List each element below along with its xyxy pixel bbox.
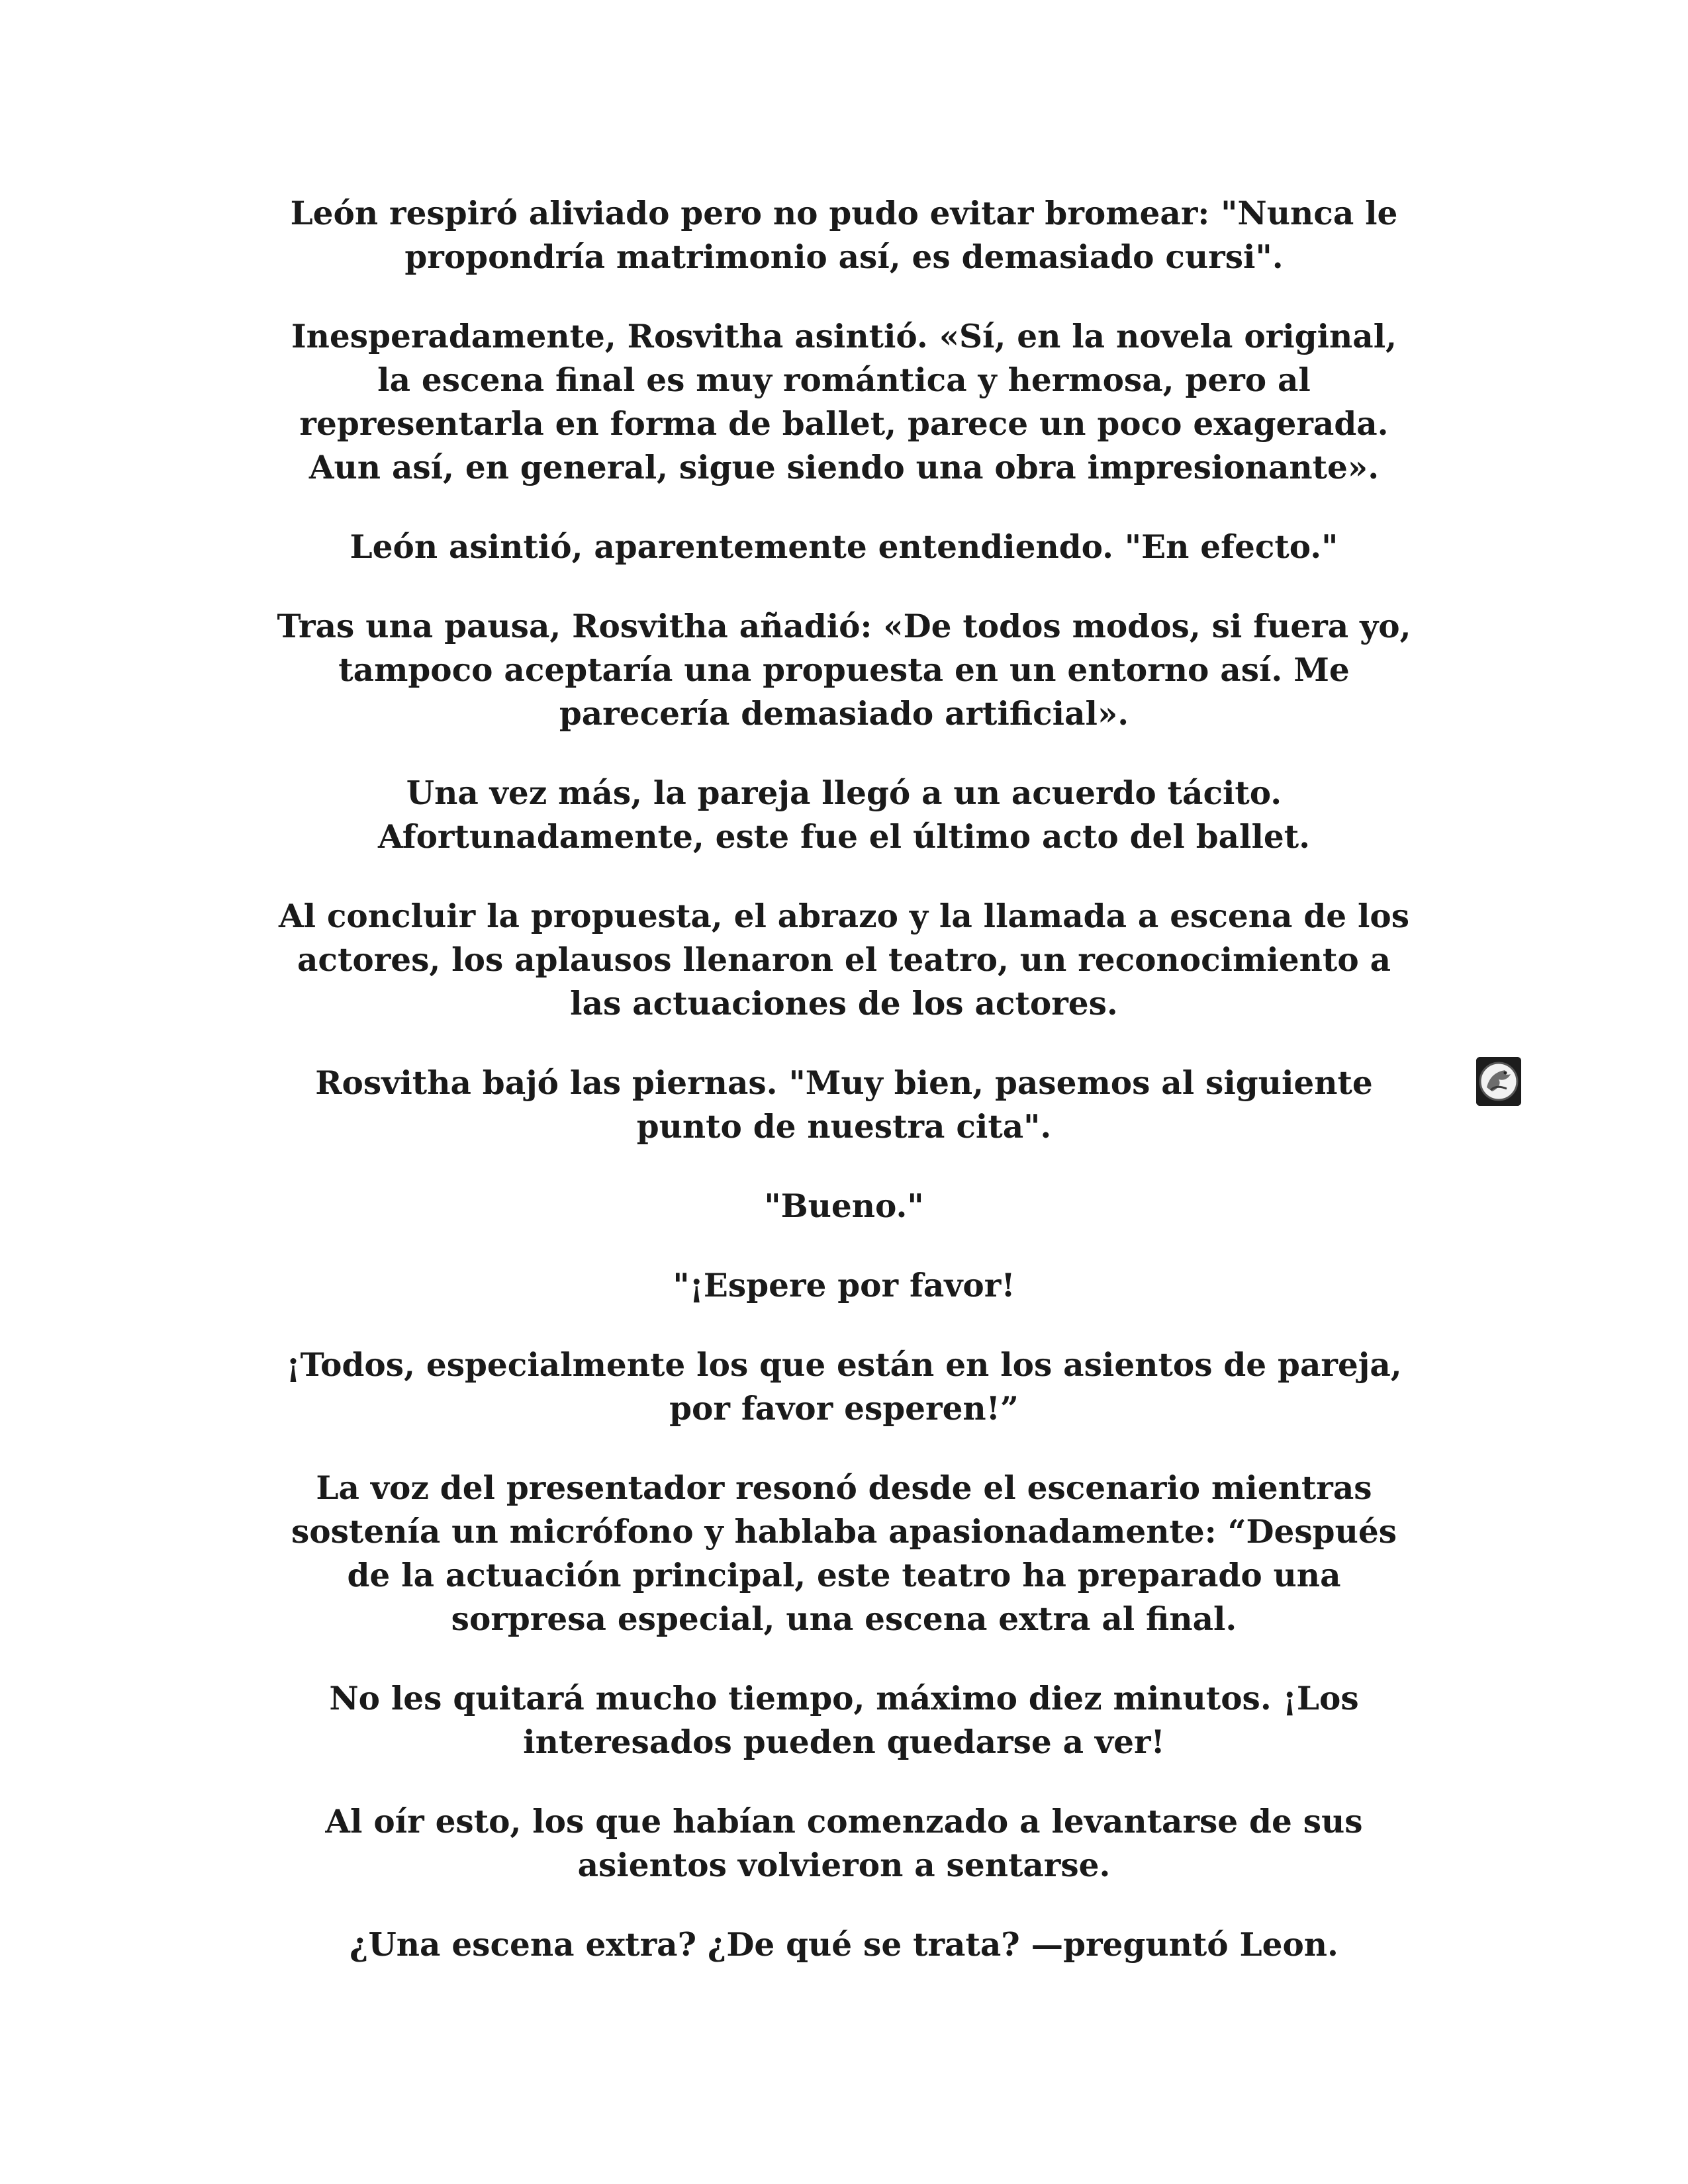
paragraph: León respiró aliviado pero no pudo evitar bromear: "Nunca le propondría matrimonio así, es demasiado cursi". (290, 195, 1398, 276)
document-body (218, 192, 1470, 1967)
paragraph: Tras una pausa, Rosvitha añadió: «De todos modos, si fuera yo, tampoco aceptaría una propuesta en un entorno así. Me parecería demasiado artificial». (277, 608, 1411, 733)
paragraph: "Bueno." (764, 1187, 924, 1225)
paragraph: "¡Espere por favor! (673, 1267, 1015, 1304)
paragraph: Al concluir la propuesta, el abrazo y la llamada a escena de los actores, los aplausos llenaron el teatro, un reconocimiento a las actuaciones de los actores. (278, 897, 1410, 1023)
paragraph: Rosvitha bajó las piernas. "Muy bien, pasemos al siguiente punto de nuestra cita". (315, 1064, 1373, 1146)
paragraph: ¿Una escena extra? ¿De qué se trata? —preguntó Leon. (350, 1926, 1338, 1964)
paragraph: No les quitará mucho tiempo, máximo diez minutos. ¡Los interesados pueden quedarse a ver! (329, 1680, 1359, 1761)
paragraph: La voz del presentador resonó desde el escenario mientras sostenía un micrófono y hablaba apasionadamente: “Después de la actuación principal, este teatro ha preparado una sorpresa especial, una escena extra al final. (291, 1469, 1397, 1638)
paragraph: León asintió, aparentemente entendiendo. "En efecto." (350, 528, 1338, 566)
paragraph: Al oír esto, los que habían comenzado a levantarse de sus asientos volvieron a sentarse. (325, 1803, 1363, 1884)
paragraph: ¡Todos, especialmente los que están en los asientos de pareja, por favor esperen!” (286, 1346, 1402, 1428)
paragraph: Inesperadamente, Rosvitha asintió. «Sí, en la novela original, la escena final es muy romántica y hermosa, pero al representarla en forma de ballet, parece un poco exagerada. Aun así, en general, sigue siendo una obra impresionante». (291, 318, 1397, 486)
dragon-emblem-icon (1476, 1057, 1521, 1106)
paragraph: Una vez más, la pareja llegó a un acuerdo tácito. Afortunadamente, este fue el último acto del ballet. (377, 774, 1311, 856)
